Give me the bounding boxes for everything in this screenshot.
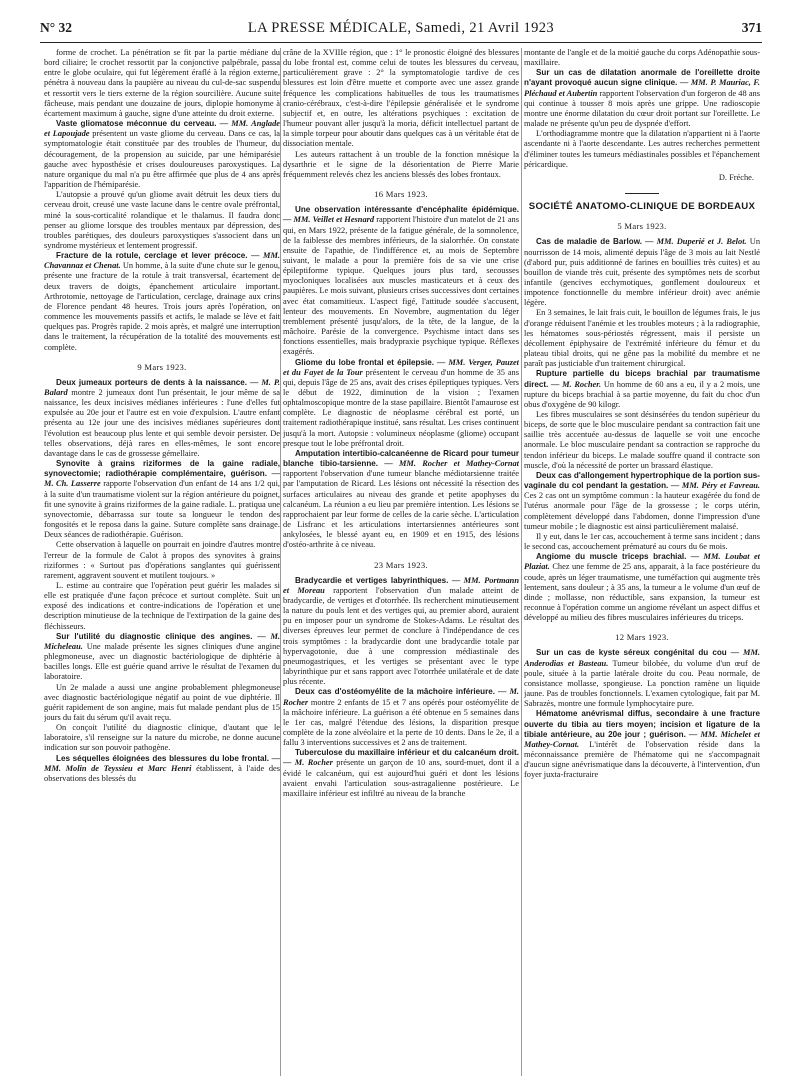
column-2 — [283, 48, 519, 1078]
article-authors: — MM. Veillet et Hesnard — [283, 215, 375, 225]
article-text: présentent le cerveau d'un homme de 35 ans qui, depuis l'âge de 25 ans, avait des crises épileptiques typiques. Vers le début de 1922, diminution de la vision ; l'examen ophtalmoscopique montre de la stase papillaire. Bientôt l'amaurose est complète. Le diagnostic de néoplasme cérébral est porté, un traitement radiothérapique institué, sans résultat. Les crises continuent jusqu'à la mort. Autopsie : volumineux néoplasme (gliome) occupant presque tout le lobe préfrontal droit. — [283, 367, 519, 448]
article-text: Un homme de 60 ans a eu, il y a 2 mois, une rupture du biceps brachial à sa partie moyenne, du fait du choc d'un obus d'oxygène de 90 kilogr. — [524, 379, 760, 409]
article-text: établissent, à l'aide des observations des blessés du — [44, 763, 280, 783]
paragraph: L. estime au contraire que l'opération peut guérir les malades si elle est pratiquée d'une façon précoce et surtout complète. Suit un exposé des indications et contre-indications de l'opération et une description minutieuse de la technique de l'extirpation de la gaine des fléchisseurs. — [44, 580, 280, 631]
article — [524, 369, 760, 410]
paragraph: En 3 semaines, le lait frais cuit, le bouillon de légumes frais, le jus d'orange réduisent l'anémie et les troubles moteurs ; à la radiographie, les hématomes sous-périostés régressent, mais il persiste un décollement épiphysaire de l'extrémité inférieure du fémur et du plateau tibial droits, qui ne gêne pas la mobilité du membre et ne paraît pas justiciable d'un traitement chirurgical. — [524, 308, 760, 369]
session-date: 23 Mars 1923. — [374, 559, 428, 570]
article-authors: — MM. Anglade et Lapoujade — [44, 119, 280, 139]
article — [524, 237, 760, 308]
column-3 — [524, 48, 760, 1078]
article-title: Sur l'utilité du diagnostic clinique des angines. — [56, 631, 253, 641]
article-authors: — M. Rocher — [283, 758, 333, 768]
article-authors: — MM. Portmann et Moreau — [283, 575, 519, 595]
session-date: 16 Mars 1923. — [374, 189, 428, 200]
article — [44, 754, 280, 784]
session-date: 9 Mars 1923. — [137, 361, 187, 372]
article — [524, 709, 760, 780]
article-text: rapportent l'observation d'un forgeron de 48 ans qui continue à tousser 8 mois après une grippe. Une radioscopie montre une énorme dilatation du cœur droit portant sur l'oreillette. Le malade ne présente qu'un peu de dyspnée d'effort. — [524, 88, 760, 129]
article — [44, 632, 280, 683]
article — [283, 358, 519, 449]
article-title: Tuberculose du maxillaire inférieur et du calcanéum droit. — [295, 748, 519, 758]
article — [524, 471, 760, 532]
paragraph: Un 2e malade a aussi une angine probablement phlegmoneuse avec diagnostic bactériologique négatif au point de vue diphtérie. Il guérit rapidement de son angine, mais fut malade pendant plus de 15 jours du fait du sérum qu'il avait reçu. — [44, 682, 280, 722]
article-title: Fracture de la rotule, cerclage et lever précoce. — [56, 251, 248, 261]
article-text: Un nourrisson de 14 mois, alimenté depuis l'âge de 3 mois au lait Nestlé (d'abord pur, puis additionné de farines en bouillies très cuites) et au bouillon de viande très cuit, présente des symptômes nets de scorbut infantile (gencives ecchymotiques, gonflement douloureux et impotence fonctionnelle du membre inférieur droit) avec anémie légère. — [524, 237, 760, 308]
article-title: Cas de maladie de Barlow. — [536, 237, 642, 247]
article — [44, 251, 280, 353]
article-authors: — M. Rocher. — [551, 379, 602, 389]
article-title: Une observation intéressante d'encéphalite épidémique. — [295, 205, 519, 215]
article-text: Une malade présente les signes cliniques d'une angine phlegmoneuse, avec un diagnostic bactériologique de diphtérie à bacilles longs. Elle est guérie quand arrive le résultat de l'examen du laboratoire. — [44, 641, 280, 682]
column-rule — [521, 48, 522, 1076]
article — [524, 68, 760, 129]
article — [44, 119, 280, 190]
article-authors: — MM. Rocher et Mathey-Cornat — [384, 459, 519, 469]
section-divider — [625, 193, 659, 194]
session-date: 5 Mars 1923. — [617, 221, 667, 232]
article-title: Deux cas d'allongement hypertrophique de la portion sus-vaginale du col pendant la gestation. — [524, 470, 760, 491]
article-text: montre 2 enfants de 15 et 7 ans opérés pour ostéomyélite de la mâchoire inférieure. La guérison a été obtenue en 5 semaines dans le 1er cas, malgré l'étendue des lésions, la disparition presque complète de la zone alvéolaire et la perte de 10 dents. Dans le 2e, il a fallu 3 interventions successives et 2 ans de traitement. — [283, 697, 519, 748]
paragraph: montante de l'angle et de la moitié gauche du corps Adénopathie sous-maxillaire. — [524, 48, 760, 68]
signature: D. Fréche. — [718, 172, 754, 182]
article-title: Les séquelles éloignées des blessures du lobe frontal. — [56, 753, 270, 763]
article-text: rapporte l'observation d'un enfant de 14 ans 1/2 qui, à la suite d'un traumatisme violent sur la région antérieure du poignet, fit une synovite à grains riziformes de la gaine radiale. L. pratiqua une synovectomie, débarrassa sur toute sa longueur le tendon des fongosités et le reposa dans la gaine. Suture complète sans drainage. Deux séances de radiothérapie. Guérison. — [44, 479, 280, 540]
article-authors: — MM. Michelet et Mathey-Cornat. — [524, 729, 760, 749]
article — [283, 449, 519, 551]
article-authors: — MM. Anderodias et Basteau. — [524, 648, 760, 668]
article-title: Synovite à grains riziformes de la gaine radiale, synovectomie; radiothérapie complémentaire, guérison. — [44, 459, 280, 479]
article-authors: — M. Rocher — [283, 687, 519, 707]
paragraph: Il y eut, dans le 1er cas, accouchement à terme sans incident ; dans le second cas, accouchement prématuré au cours du 6e mois. — [524, 531, 760, 552]
article-text: rapportent l'observation d'une tumeur blanche médiotarsienne traitée par l'amputation de Ricard. Les lésions ont nécessité la résection des surfaces articulaires au niveau des grande et petite apophyses du calcanéum. La réunion a eu lieu par première intention. Les lésions se rapprochaient par leur forme de celles de la carie sèche. L'articulation de Lisfranc et les articulations intertarsiennes antérieures sont ankylosées, le blessé ayant eu, en 1909 et en 1915, des lésions d'ostéo-arthrite à ce niveau. — [283, 469, 519, 550]
page-header — [40, 20, 762, 43]
article — [283, 576, 519, 688]
article — [44, 378, 280, 459]
article-text: Ces 2 cas ont un symptôme commun : la hauteur exagérée du fond de l'utérus anormale pour l'âge de la grossesse ; le corps utérin, complètement développé dans l'abdomen, donne l'impression d'une tumeur mobile ; le diagnostic est ainsi particulièrement malaisé. — [524, 491, 760, 531]
article-text: L'intérêt de l'observation réside dans la méconnaissance première de l'hématome qui ne s'accompagnait d'aucun signe anévrismatique dans la découverte, à l'intervention, d'un foyer juxta-fracturaire — [524, 739, 760, 780]
paragraph: forme de crochet. La pénétration se fit par la partie médiane du bord ciliaire; le crochet ressortit par la conjonctive palpébrale, passa entre le globe oculaire, qui fut légèrement éraflé à la région externe, pénétra à nouveau dans la paupière au niveau du cul-de-sac suspendu et ressortit vers le tiers externe de la région sourcilière. Aucune suite fâcheuse, mais pendant une douzaine de jours, diplopie homonyme à écartement maximum à gauche, signe d'une atteinte du droit externe. — [44, 48, 280, 118]
article-text: Chez une femme de 25 ans, apparait, à la face postérieure du coude, après un léger traumatisme, une tuméfaction qui augmente très lentement, sans douleur ; à 35 ans, la tumeur a le volume d'un œuf de dinde ; mollasse, non réductible, sans expansion, la tumeur est reconnue à l'opération comme un angiome révélant un aspect diffus et développé au milieu des fibres musculaires inférieures du triceps. — [524, 562, 760, 623]
article — [283, 687, 519, 748]
paragraph: L'autopsie a prouvé qu'un gliome avait détruit les deux tiers du cerveau droit, creusé une vaste lacune dans le centre ovale préfrontal, miné la sous-corticalité rolandique et le thalamus. Il faudra donc penser au gliome lorsque des troubles mentaux par dépression, des troubles parétiques, des douleurs paroxystiques s'associent dans un syndrome mystérieux et lentement progressif. — [44, 190, 280, 250]
article-authors: — MM. Duperié et J. Belot. — [645, 237, 747, 247]
article-title: Sur un cas de kyste séreux congénital du cou — [536, 648, 727, 658]
article-text: rapportent l'histoire d'un matelot de 21 ans qui, en Mars 1922, présente de la fatigue générale, de la somnolence, de la faiblesse des membres inférieurs, de la sialorrhée. On constate ensuite de l'apathie, de l'indifférence et, au mois de Septembre suivant, le malade a pour la première fois de sa vie une crise épileptiforme typique. Quelques jours plus tard, secousses myocloniques localisées aux muscles masticateurs et à ceux des paupières. Le mois suivant, plusieurs crises successives dont certaines avec état comamitieux. L'aspect figé, l'attitude soudée s'accusent, lenteur des mouvements. En Novembre, augmentation du léger tremblement présenté jusqu'alors, de la tête, de la langue, de la mâchoire. Parésie de la convergence. Psychisme intact dans ses fonctions essentielles, mais bradypraxie psychique typique. Réflexes exagérés. — [283, 215, 519, 357]
article-title: Sur un cas de dilatation anormale de l'oreillette droite n'ayant provoqué aucun signe clinique. — [524, 68, 760, 88]
article — [283, 205, 519, 357]
paragraph: Cette observation à laquelle on pourrait en joindre d'autres montre l'erreur de la formule de Calot à propos des synovites à grains riziformes : « Surtout pas d'opérations sanglantes qui guérissent rarement, aggravent souvent et mutilent toujours. » — [44, 540, 280, 580]
article-title: Hématome anévrismal diffus, secondaire à une fracture ouverte du tibia au tiers moyen; incision et ligature de la tibiale antérieure, au 20e jour ; guérison. — [524, 709, 760, 739]
column-rule — [280, 48, 281, 1076]
article-text: montre 2 jumeaux dont l'un présentait, le jour même de sa naissance, les deux incisives médianes inférieures : l'une d'elles fut expulsée au 20e jour et l'autre est en voie d'expulsion. L'autre enfant présenta au 12e jour une des incisives médianes supérieures dont l'évolution est beaucoup plus lente et qui semble devoir persister. De telles observations, déjà rares en elles-mêmes, le sont encore davantage dans le cas de grossesse gémellaire. — [44, 388, 280, 458]
journal-title: LA PRESSE MÉDICALE, Samedi, 21 Avril 1923 — [247, 20, 555, 36]
article-title: Gliome du lobe frontal et épilepsie. — [295, 357, 434, 367]
session-date: 12 Mars 1923. — [615, 632, 669, 643]
issue-number: N° 32 — [40, 20, 73, 35]
article — [283, 748, 519, 799]
paragraph: On conçoit l'utilité du diagnostic clinique, d'autant que le laboratoire, s'il renseigne sur la nature du microbe, ne donne aucune indication sur son pouvoir pathogène. — [44, 723, 280, 753]
article-title: Bradycardie et vertiges labyrinthiques. — [295, 575, 449, 585]
article-authors: — MM. Péry et Favreau. — [670, 481, 760, 491]
article-text: rapportent l'observation d'un malade atteint de bradycardie, de vertiges et d'otorrhée. Ils recherchent minutieusement la nature du pouls lent et des vertiges qui, au premier abord, auraient pu en imposer pour un syndrome de Stokes-Adams. Le résultat des diverses épreuves leur permet de conclure à l'indépendance de ces trois symptômes : la bradycardie dont une bradycardie totale par hypervagotonie, due à une compression médiastinale des pneumogastriques, et les vertiges se présentant avec le type labyrinthique pur et sans rapport avec l'otorrhée unilatérale et de date plus récente. — [283, 585, 519, 687]
article-authors: — MM. Molin de Teyssieu et Marc Henri — [44, 753, 280, 773]
article-authors: — M. Micheleau. — [44, 631, 280, 651]
article-title: Vaste gliomatose méconnue du cerveau. — [56, 119, 217, 129]
article-text: Un homme, à la suite d'une chute sur le genou, présente une fracture de la rotule à trait transversal, écartement de deux travers de doigts, épanchement articulaire important. Arthrotomie, nettoyage de l'articulation, cerclage, drainage aux crins de Florence pendant 48 heures. Trois jours après l'opération, on commence les mouvements passifs et actifs, le malade se lève et fait quelques pas. Progrès rapide. 2 mois après, et malgré une interruption dans le traitement, la récupération de la totalité des mouvements est complète. — [44, 261, 280, 352]
paragraph: L'orthodiagramme montre que la dilatation n'appartient ni à l'aorte ascendante ni à l'aorte descendante. Les autres recherches permettent d'éliminer toutes les tumeurs médiastinales possibles et l'épanchement péricardique. — [524, 129, 760, 169]
article-title: Rupture partielle du biceps brachial par traumatisme direct. — [524, 369, 760, 389]
paragraph: crâne de la XVIIIe région, que : 1° le pronostic éloigné des blessures du lobe frontal est, comme celui de toutes les blessures du cerveau, particulièrement grave : 2° la symptomatologie tardive de ces blessures est loin d'être muette et comporte avec une assez grande fréquence les complications habituelles de tous les traumatismes cranio-cérébraux, c'est-à-dire l'épilepsie généralisée et le syndrome subjectif et, en outre, les altérations psychiques : excitation de l'humeur pouvant aller jusqu'à la moria, déficit intellectuel partant de la simple torpeur pour aboutir dans quelques cas à un véritable état de dissociation mentale. — [283, 48, 519, 149]
article-authors: — M. Ch. Lasserre — [44, 469, 280, 489]
section-title: SOCIÉTÉ ANATOMO-CLINIQUE DE BORDEAUX — [528, 201, 756, 213]
article — [524, 648, 760, 709]
article-text: présente un garçon de 10 ans, sourd-muet, dont il a évidé le calcanéum, qui est aujourd'hui guéri et dont les lésions avaient envahi l'articulation sous-astragalienne postérieure. Le maxillaire inférieur est infiltré au niveau de la branche — [283, 758, 519, 798]
article-text: présentent un vaste gliome du cerveau. Dans ce cas, la symptomatologie était constituée par des troubles de l'humeur, du découragement, de la propension au suicide, par une hémiparésie gauche avec hyposthésie et crises douloureuses paroxystiques. La nature organique du mal n'a pu être affirmée que plus de 4 ans après l'apparition de l'hémiparésie. — [44, 129, 280, 190]
column-1 — [44, 48, 280, 1078]
paragraph: Les auteurs rattachent à un trouble de la fonction mnésique la dysarthrie et le signe de la désorientation de Pierre Marie fréquemment relevés chez les anciens blessés des lobes frontaux. — [283, 149, 519, 179]
article-text: Tumeur bilobée, du volume d'un œuf de poule, située à la partie latérale droite du cou. Peau normale, de consistance mollasse, spongieuse. La ponction ramène un liquide jaune. Pas de troubles fonctionnels. L'examen cytologique, fait par M. Sabrazès, montre une formule lymphocytaire pure. — [524, 658, 760, 709]
article — [524, 552, 760, 623]
paragraph: Les fibres musculaires se sont désinsérées du tendon supérieur du biceps, de sorte que le bloc musculaire pendant sa contraction fait une saillie très accentuée au-dessus de laquelle se voit une encoche anormale. Le bloc musculaire pendant sa contraction se rapproche du tendon inférieur du biceps. Le malade souffre quand il contracte son muscle, d'où la nécessité de porter un brassard élastique. — [524, 410, 760, 470]
article-authors: — MM. Chavannaz et Chenat. — [44, 251, 280, 271]
article-authors: — MM. Loubat et Plaziat. — [524, 552, 760, 572]
page-number: 371 — [741, 20, 762, 35]
article-authors: — MM. P. Mauriac, F. Pléchaud et Aubertin — [524, 78, 760, 98]
article-authors: — M. P. Balard — [44, 377, 280, 397]
article-title: Angiome du muscle triceps brachial. — [536, 552, 687, 562]
article-title: Deux jumeaux porteurs de dents à la naissance. — [56, 377, 248, 387]
article-title: Deux cas d'ostéomyélite de la mâchoire inférieure. — [295, 687, 496, 697]
article-title: Amputation intertibio-calcanéenne de Ricard pour tumeur blanche tibio-tarsienne. — [283, 448, 519, 469]
article-authors: — MM. Verger, Pauzet et du Fayet de la Tour — [283, 357, 519, 377]
article — [44, 459, 280, 540]
